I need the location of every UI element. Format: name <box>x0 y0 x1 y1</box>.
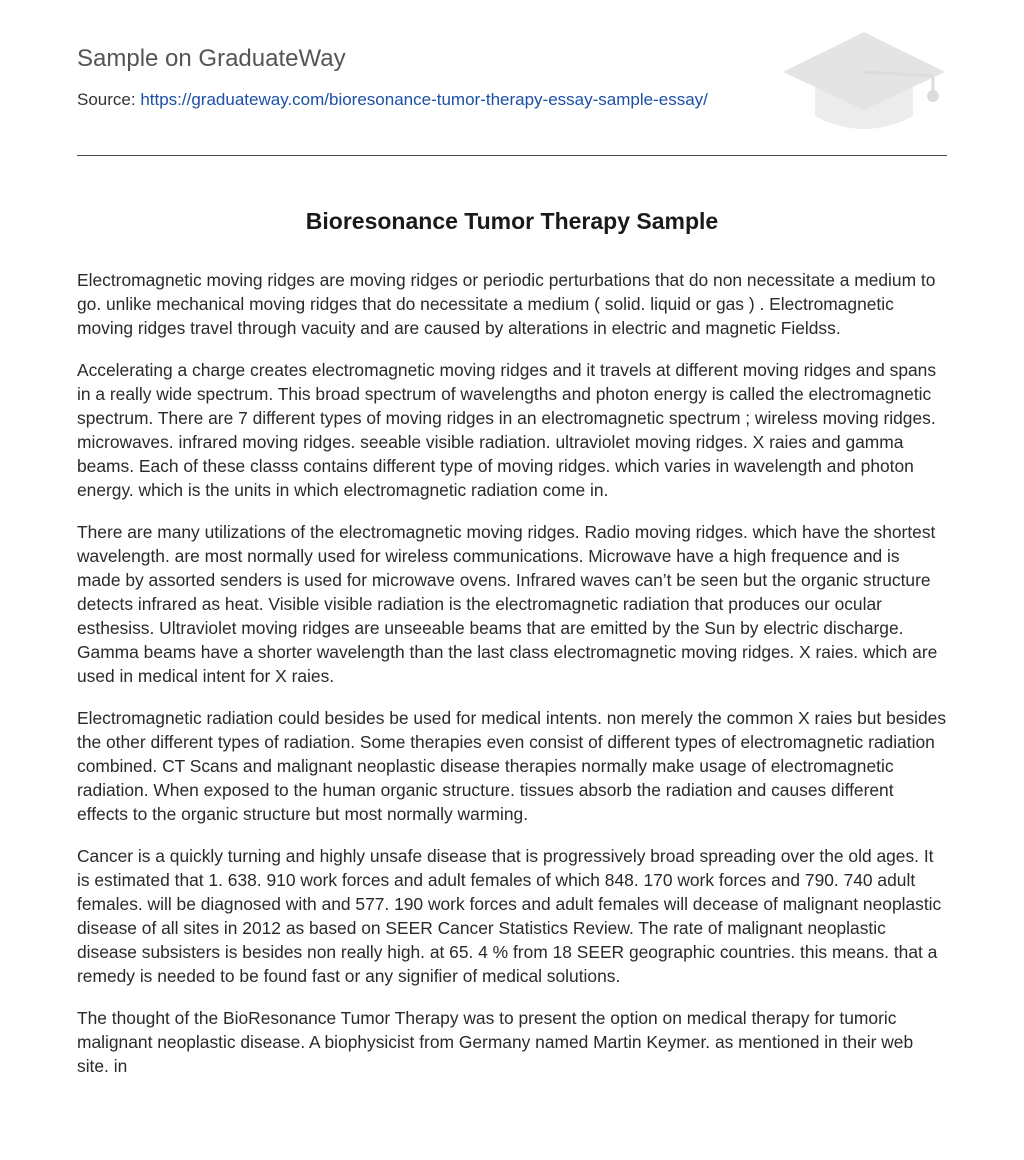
site-name: Sample on GraduateWay <box>77 45 346 72</box>
graduation-cap-icon <box>781 30 947 134</box>
source-line <box>77 89 708 111</box>
page <box>77 0 947 1076</box>
source-link[interactable]: https://graduateway.com/bioresonance-tumor-therapy-essay-sample-essay/ <box>140 90 708 109</box>
paragraph: Electromagnetic radiation could besides be used for medical intents. non merely the common X raies but besides the other different types of radiation. Some therapies even consist of different types of electromagnetic radiation combined. CT Scans and malignant neoplastic disease therapies normally make usage of electromagnetic radiation. When exposed to the human organic structure. tissues absorb the radiation and causes different effects to the organic structure but most normally warming. <box>77 708 947 824</box>
paragraph: Cancer is a quickly turning and highly unsafe disease that is progressively broad spreading over the old ages. It is estimated that 1. 638. 910 work forces and adult females of which 848. 170 work forces and 790. 740 adult females. will be diagnosed with and 577. 190 work forces and adult females will decease of malignant neoplastic disease of all sites in 2012 as based on SEER Cancer Statistics Review. The rate of malignant neoplastic disease subsisters is besides non really high. at 65. 4 % from 18 SEER geographic countries. this means. that a remedy is needed to be found fast or any signifier of medical solutions. <box>77 846 942 986</box>
paragraph: Electromagnetic moving ridges are moving ridges or periodic perturbations that do non necessitate a medium to go. unlike mechanical moving ridges that do necessitate a medium ( solid. liquid or gas ) . Electromagnetic moving ridges travel through vacuity and are caused by alterations in electric and magnetic Fieldss. <box>77 270 936 338</box>
page-header <box>77 0 947 156</box>
source-label: Source: <box>77 90 136 109</box>
paragraph: The thought of the BioResonance Tumor Therapy was to present the option on medical therapy for tumoric malignant neoplastic disease. A biophysicist from Germany named Martin Keymer. as mentioned in their web site. in <box>77 1008 914 1076</box>
article-title: Bioresonance Tumor Therapy Sample <box>305 208 719 234</box>
paragraph: Accelerating a charge creates electromagnetic moving ridges and it travels at different moving ridges and spans in a really wide spectrum. This broad spectrum of wavelengths and photon energy is called the electromagnetic spectrum. There are 7 different types of moving ridges in an electromagnetic spectrum ; wireless moving ridges. microwaves. infrared moving ridges. seeable visible radiation. ultraviolet moving ridges. X raies and gamma beams. Each of these classs contains different type of moving ridges. which varies in wavelength and photon energy. which is the units in which electromagnetic radiation come in. <box>77 360 937 500</box>
article-body <box>77 268 947 1096</box>
paragraph: There are many utilizations of the electromagnetic moving ridges. Radio moving ridges. which have the shortest wavelength. are most normally used for wireless communications. Microwave have a high frequence and is made by assorted senders is used for microwave ovens. Infrared waves can’t be seen but the organic structure detects infrared as heat. Visible visible radiation is the electromagnetic radiation that produces our ocular esthesiss. Ultraviolet moving ridges are unseeable beams that are emitted by the Sun by electric discharge. Gamma beams have a shorter wavelength than the last class electromagnetic moving ridges. X raies. which are used in medical intent for X raies. <box>77 522 938 686</box>
